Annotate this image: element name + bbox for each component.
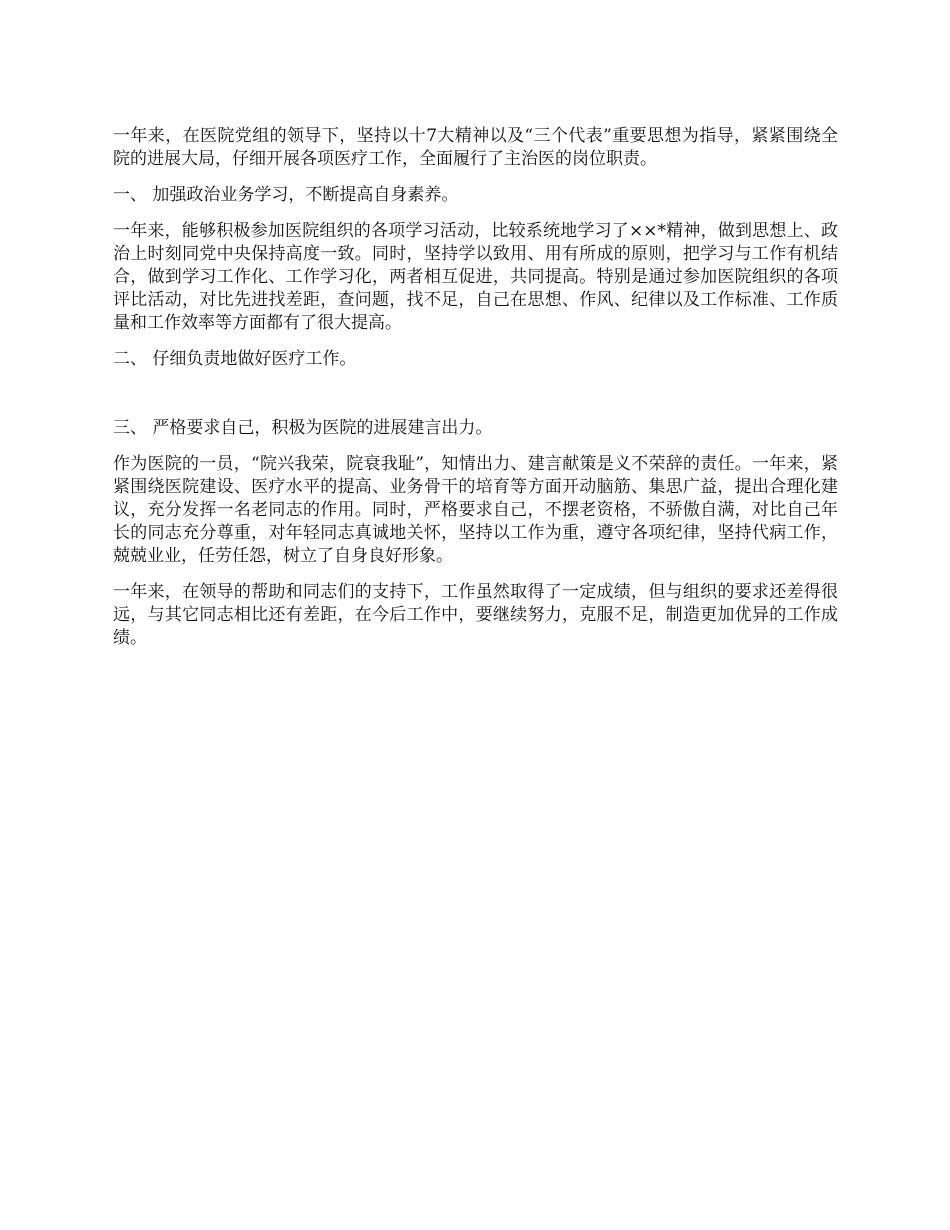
section-1-paragraph: 一年来，能够积极参加医院组织的各项学习活动，比较系统地学习了××*精神，做到思想上、政治上时刻同党中央保持高度一致。同时，坚持学以致用、用有所成的原则，把学习与工作有机结合，做到学习工作化、工作学习化，两者相互促进，共同提高。特别是通过参加医院组织的各项评比活动，对比先进找差距，查问题，找不足，自己在思想、作风、纪律以及工作标准、工作质量和工作效率等方面都有了很大提高。	[113, 221, 838, 333]
section-2-heading: 二、 仔细负责地做好医疗工作。	[113, 349, 357, 369]
intro-paragraph: 一年来，在医院党组的领导下，坚持以十7大精神以及“三个代表”重要思想为指导，紧紧围绕全院的进展大局，仔细开展各项医疗工作，全面履行了主治医的岗位职责。	[113, 126, 838, 169]
document-body	[113, 125, 838, 663]
conclusion-paragraph: 一年来，在领导的帮助和同志们的支持下，工作虽然取得了一定成绩，但与组织的要求还差得很远，与其它同志相比还有差距，在今后工作中，要继续努力，克服不足，制造更加优异的工作成绩。	[113, 582, 838, 648]
blank-space	[113, 384, 838, 417]
section-3-heading: 三、 严格要求自己，积极为医院的进展建言出力。	[113, 418, 493, 438]
section-3-paragraph: 作为医院的一员，“院兴我荣，院衰我耻”，知情出力、建言献策是义不荣辞的责任。一年来，紧紧围绕医院建设、医疗水平的提高、业务骨干的培育等方面开动脑筋、集思广益，提出合理化建议，充分发挥一名老同志的作用。同时，严格要求自己，不摆老资格，不骄傲自满，对比自己年长的同志充分尊重，对年轻同志真诚地关怀，坚持以工作为重，遵守各项纪律，坚持代病工作，兢兢业业，任劳任怨，树立了自身良好形象。	[113, 454, 838, 566]
section-1-heading: 一、 加强政治业务学习，不断提高自身素养。	[113, 185, 459, 205]
